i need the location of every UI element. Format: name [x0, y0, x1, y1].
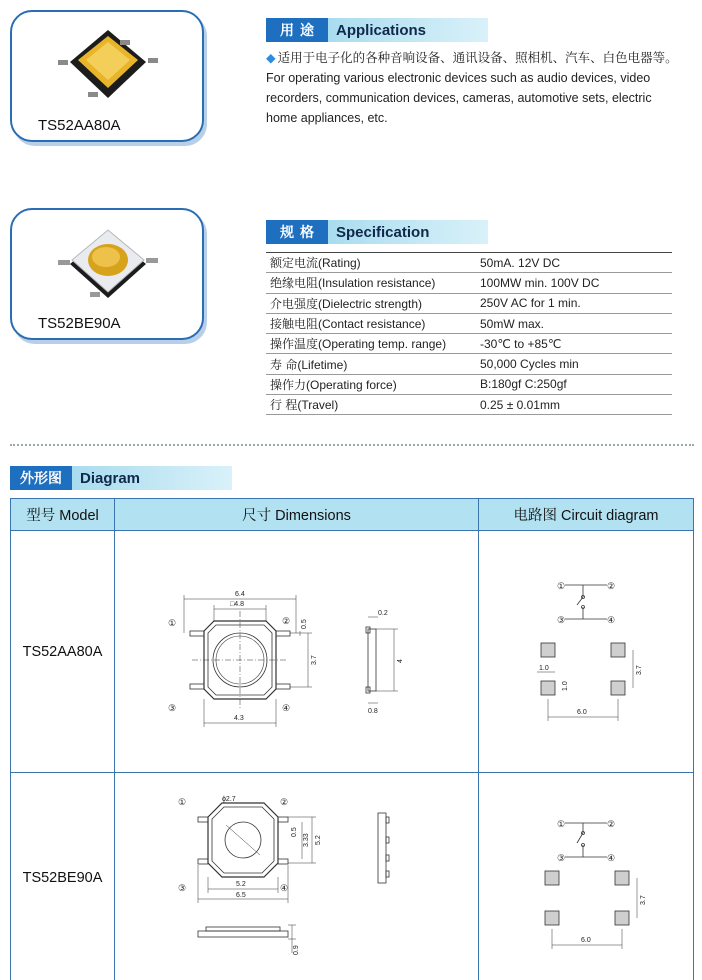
- spec-value: 50mA. 12V DC: [472, 253, 672, 273]
- spec-label: 绝缘电阻(Insulation resistance): [266, 273, 472, 293]
- diagram-heading-cn: 外形图: [10, 466, 72, 490]
- dim-a-width: 6.4: [234, 591, 245, 598]
- circuit-dim: 6.0: [577, 709, 587, 716]
- spec-value: 0.25 ± 0.01mm: [472, 395, 672, 415]
- pin-label: ①: [557, 819, 566, 829]
- table-row: [266, 273, 672, 293]
- switch-image-ts52be90a: [48, 218, 168, 318]
- dim-b-h1: 0.5: [290, 827, 298, 837]
- dimension-drawing-ts52aa80a: [116, 531, 478, 767]
- applications-heading-en: Applications: [328, 18, 488, 42]
- table-row: [266, 293, 672, 313]
- pin-label: ③: [557, 615, 566, 625]
- specification-header: [266, 220, 488, 244]
- dim-b-h2: 3.33: [302, 833, 310, 847]
- diamond-bullet-icon: ◆: [266, 51, 276, 65]
- table-row: [266, 374, 672, 394]
- dim-a-side-bottom: 0.8: [367, 708, 378, 715]
- spec-value: 100MW min. 100V DC: [472, 273, 672, 293]
- dim-a-terminal: 0.5: [300, 619, 308, 629]
- table-row: [266, 354, 672, 374]
- dimensions-cell-b: [115, 773, 479, 980]
- dim-b-w2: 6.5: [235, 892, 246, 899]
- dim-a-side-top: 0.2: [377, 610, 388, 617]
- column-header-model: 型号 Model: [11, 499, 115, 531]
- column-header-circuit: 电路图 Circuit diagram: [479, 499, 694, 531]
- pin-label: ②: [279, 797, 288, 807]
- dim-a-square: □4.8: [229, 601, 244, 608]
- pin-label: ①: [167, 618, 176, 628]
- spec-label: 介电强度(Dielectric strength): [266, 293, 472, 313]
- table-row: [11, 531, 694, 773]
- product-card-ts52aa80a: [10, 10, 204, 142]
- circuit-dim: 6.0: [581, 937, 591, 944]
- model-cell: TS52BE90A: [11, 773, 115, 980]
- table-row: [11, 773, 694, 980]
- specification-heading-en: Specification: [328, 220, 488, 244]
- pin-label: ③: [177, 883, 186, 893]
- circuit-dim: 3.7: [640, 895, 647, 905]
- table-header-row: [11, 499, 694, 531]
- model-cell: TS52AA80A: [11, 531, 115, 773]
- circuit-dim: 1.0: [562, 681, 569, 691]
- table-row: [266, 253, 672, 273]
- dim-a-side-height: 4: [396, 659, 404, 663]
- spec-label: 行 程(Travel): [266, 395, 472, 415]
- dim-a-height: 3.7: [310, 655, 318, 665]
- pin-label: ③: [557, 853, 566, 863]
- section-divider: [10, 444, 694, 446]
- specification-heading-cn: 规格: [266, 220, 328, 244]
- spec-value: B:180gf C:250gf: [472, 374, 672, 394]
- product-card-ts52be90a: [10, 208, 204, 340]
- spec-value: -30℃ to +85℃: [472, 334, 672, 354]
- circuit-cell-b: [479, 773, 694, 980]
- pin-label: ①: [177, 797, 186, 807]
- circuit-dim: 3.7: [636, 665, 643, 675]
- dim-b-phi: ϕ2.7: [221, 796, 236, 803]
- spec-value: 250V AC for 1 min.: [472, 293, 672, 313]
- diagram-heading-en: Diagram: [72, 466, 232, 490]
- table-row: [266, 395, 672, 415]
- dim-b-h3: 5.2: [314, 835, 322, 845]
- applications-text-en: For operating various electronic devices such as audio devices, video recorders, communication devices, cameras, automotive sets, electric home appliances, etc.: [266, 71, 652, 125]
- circuit-dim: 1.0: [539, 665, 549, 672]
- circuit-diagram-ts52aa80a: [479, 531, 693, 767]
- spec-label: 接触电阻(Contact resistance): [266, 313, 472, 333]
- specification-table: [266, 252, 672, 415]
- applications-heading-cn: 用途: [266, 18, 328, 42]
- pin-label: ④: [281, 703, 290, 713]
- dim-b-thickness: 0.9: [292, 945, 300, 955]
- product-name: TS52BE90A: [38, 315, 121, 332]
- dim-b-w1: 5.2: [235, 881, 246, 888]
- circuit-cell-a: [479, 531, 694, 773]
- pin-label: ②: [607, 581, 616, 591]
- pin-label: ②: [607, 819, 616, 829]
- dim-a-bottom: 4.3: [233, 715, 244, 722]
- diagram-table: [10, 498, 694, 980]
- pin-label: ③: [167, 703, 176, 713]
- spec-value: 50mW max.: [472, 313, 672, 333]
- spec-label: 操作温度(Operating temp. range): [266, 334, 472, 354]
- applications-text: [266, 48, 686, 128]
- diagram-header: [10, 466, 232, 490]
- circuit-diagram-ts52be90a: [479, 773, 693, 977]
- dimension-drawing-ts52be90a: [116, 773, 478, 977]
- pin-label: ①: [557, 581, 566, 591]
- table-row: [266, 313, 672, 333]
- pin-label: ④: [607, 853, 616, 863]
- pin-label: ④: [607, 615, 616, 625]
- table-row: [266, 334, 672, 354]
- pin-label: ②: [281, 616, 290, 626]
- pin-label: ④: [279, 883, 288, 893]
- product-name: TS52AA80A: [38, 117, 121, 134]
- spec-value: 50,000 Cycles min: [472, 354, 672, 374]
- applications-header: [266, 18, 488, 42]
- applications-text-cn: 适用于电子化的各种音响设备、通讯设备、照相机、汽车、白色电器等。: [277, 51, 678, 65]
- spec-label: 操作力(Operating force): [266, 374, 472, 394]
- dimensions-cell-a: [115, 531, 479, 773]
- spec-label: 额定电流(Rating): [266, 253, 472, 273]
- spec-label: 寿 命(Lifetime): [266, 354, 472, 374]
- column-header-dimensions: 尺寸 Dimensions: [115, 499, 479, 531]
- switch-image-ts52aa80a: [48, 20, 168, 120]
